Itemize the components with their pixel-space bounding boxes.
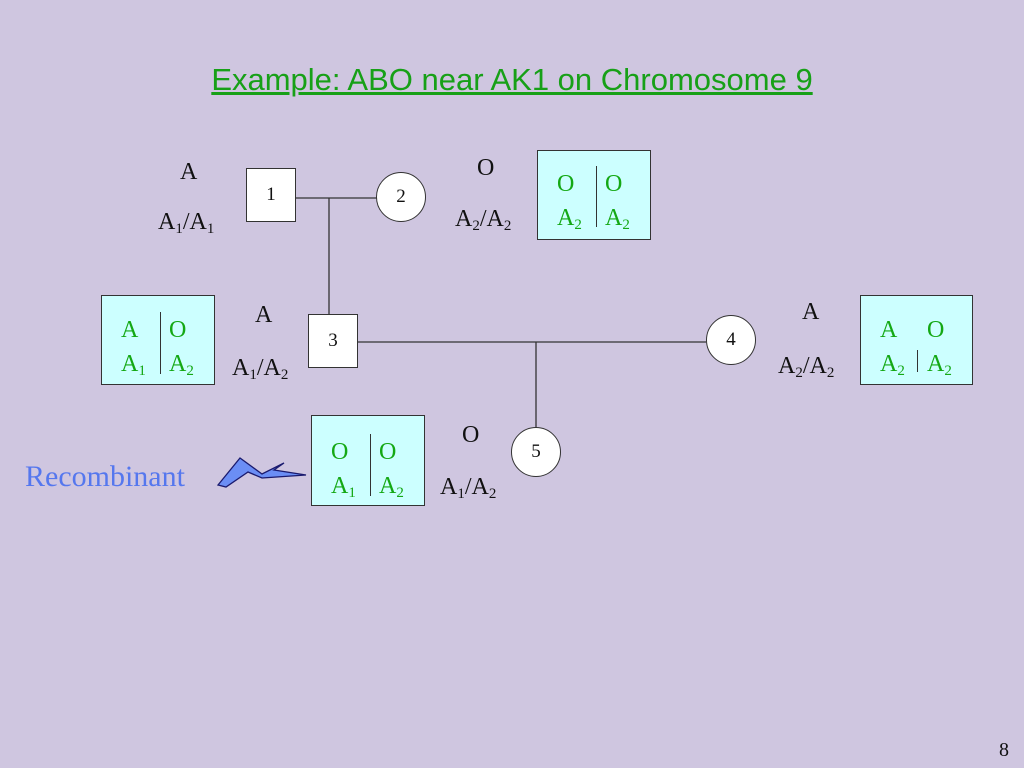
page-number: 8: [999, 739, 1009, 761]
individual-4-genotype: $A_2/A_2$: [778, 353, 835, 381]
haplotype-5-divider: [370, 434, 371, 496]
haplotype-5-ak1-right: $A_2$: [379, 473, 404, 501]
haplotype-4-ak1-right: $A_2$: [927, 351, 952, 379]
lightning-bolt-icon: [218, 458, 306, 487]
recombinant-label: Recombinant: [25, 460, 185, 493]
haplotype-3-ak1-left: $A_1$: [121, 351, 146, 379]
individual-1-genotype: $A_1/A_1$: [158, 209, 215, 237]
haplotype-5-ak1-left: $A_1$: [331, 473, 356, 501]
slide-title: Example: ABO near AK1 on Chromosome 9: [211, 62, 813, 97]
haplotype-3-divider: [160, 312, 161, 374]
haplotype-box-2: [537, 150, 651, 240]
individual-1-phenotype: A: [180, 159, 198, 185]
individual-5-phenotype: O: [462, 422, 480, 448]
individual-5-id: 5: [531, 441, 541, 462]
individual-2-female: [376, 172, 426, 222]
individual-3-id: 3: [328, 330, 338, 351]
haplotype-3-abo-left: A: [121, 317, 139, 343]
haplotype-3-ak1-right: $A_2$: [169, 351, 194, 379]
individual-1-id: 1: [266, 184, 276, 205]
haplotype-2-abo-right: O: [605, 171, 623, 197]
individual-2-phenotype: O: [477, 155, 495, 181]
haplotype-2-ak1-right: $A_2$: [605, 205, 630, 233]
individual-4-id: 4: [726, 329, 736, 350]
haplotype-4-abo-right: O: [927, 317, 945, 343]
individual-5-genotype: $A_1/A_2$: [440, 474, 497, 502]
haplotype-4-divider: [917, 350, 918, 372]
individual-1-male: [246, 168, 296, 222]
haplotype-2-ak1-left: $A_2$: [557, 205, 582, 233]
haplotype-5-abo-right: O: [379, 439, 397, 465]
individual-3-genotype: $A_1/A_2$: [232, 355, 289, 383]
individual-4-female: [706, 315, 756, 365]
haplotype-4-ak1-left: $A_2$: [880, 351, 905, 379]
haplotype-5-abo-left: O: [331, 439, 349, 465]
haplotype-box-3: [101, 295, 215, 385]
haplotype-2-abo-left: O: [557, 171, 575, 197]
individual-2-id: 2: [396, 186, 406, 207]
individual-3-male: [308, 314, 358, 368]
haplotype-2-divider: [596, 166, 597, 227]
haplotype-box-4: [860, 295, 973, 385]
haplotype-3-abo-right: O: [169, 317, 187, 343]
individual-3-phenotype: A: [255, 302, 273, 328]
individual-4-phenotype: A: [802, 299, 820, 325]
individual-2-genotype: $A_2/A_2$: [455, 206, 512, 234]
haplotype-box-5: [311, 415, 425, 506]
individual-5-female: [511, 427, 561, 477]
haplotype-4-abo-left: A: [880, 317, 898, 343]
